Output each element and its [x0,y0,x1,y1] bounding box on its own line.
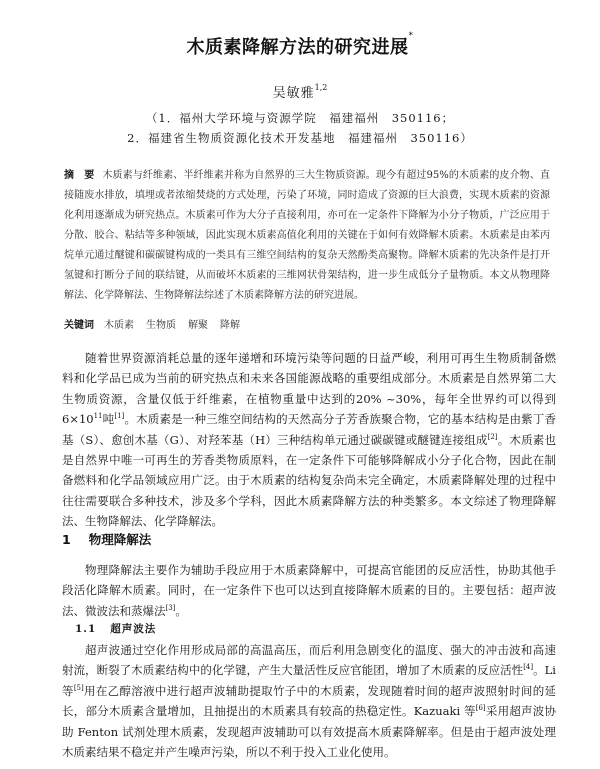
keywords-label: 关键词 [64,320,94,331]
author-name: 吴敏雅 [272,86,315,101]
exponent: 11 [93,412,103,421]
keyword: 生物质 [146,320,176,331]
affiliation-line-2: 2．福建省生物质资源化技术开发基地 福建福州 350116） [127,131,473,145]
abstract-text: 木质素与纤维素、半纤维素并称为自然界的三大生物质资源。现今有超过95%的木质素的皮介物、直接随废水排放，填埋或者浓缩焚烧的方式处理，污染了环境，同时造成了资源的巨大浪费，实现木质素的资源化利用逐渐成为研究热点。木质素可作为大分子直接利用，亦可在一定条件下降解为小分子物质，广泛应用于分散、胶合、粘结等多种领域，因此实现木质素高值化利用的关键在于如何有效降解木质素。木质素是由苯丙烷单元通过醚键和碳碳键构成的一类具有三维空间结构的复杂天然酚类高聚物。降解木质素的先决条件是打开氢键和打断分子间的联结键，从而破坏木质素的三维网状骨架结构，进一步生成低分子量物质。本文从物理降解法、化学降解法、生物降解法综述了木质素降解方法的研究进展。 [64,170,550,301]
affiliation-line-1: （1．福州大学环境与资源学院 福建福州 350116； [145,111,455,125]
abstract-label: 摘 要 [64,170,95,181]
keywords [64,316,550,336]
author-line [0,82,600,101]
section-heading [62,530,151,548]
section-number: 1 [62,532,71,547]
abstract [64,166,550,306]
citation: [2] [487,432,498,441]
subsection-paragraph: 超声波通过空化作用形成局部的高温高压，而后利用急剧变化的温度、强大的冲击波和高速射流，断裂了木质素结构中的化学键，产生大量活性反应官能团，增加了木质素的反应活性[4]。Li 等[5]用在乙醇溶液中进行超声波辅助提取竹子中的木质素，发现随着时间的超声波照射时间的延长，部分木质素含量增加，且抽提出的木质素具有较高的热稳定性。Kazuaki 等[6]采用超声波协助 Fenton 试剂处理木质素，发现超声波辅助可以有效提高木质素降解率。但是由于超声波处理木质素结果不稳定并产生噪声污染，所以不利于投入工业化使用。 [62,643,557,760]
title-footnote-marker: * [408,31,414,41]
citation: [3] [165,603,176,612]
keyword: 降解 [220,320,240,331]
intro-paragraph: 随着世界资源消耗总量的逐年递增和环境污染等问题的日益严峻，利用可再生生物质制备燃料和化学品已成为当前的研究热点和未来各国能源战略的重要组成部分。木质素是自然界第二大生物质资源，含量仅低于纤维素，在植物重量中达到的20% ~30%，每年全世界约可以得到$6\times 10^{11}$吨[1]。木质素是一种三维空间结构的天然高分子芳香族聚合物，它的基本结构是由紫丁香基（S）、愈创木基（G）、对羟苯基（H）三种结构单元通过碳碳键或醚键连接组成[2]。木质素也是自然界中唯一可再生的芳香类物质原料，在一定条件下可能够降解成小分子化合物，因此在制备燃料和化学品领域应用广泛。由于木质素的结构复杂尚未完全确定，木质素降解处理的过程中往往需要联合多种技术，涉及多个学科，因此木质素降解方法的种类繁多。本文综述了物理降解法、生物降解法、化学降解法。 [62,351,557,529]
subsection-heading [75,621,156,636]
citation: [4] [523,663,534,672]
keyword: 木质素 [104,320,134,331]
citation: [5] [73,683,84,692]
section-paragraph: 物理降解法主要作为辅助手段应用于木质素降解中，可提高官能团的反应活性，协助其他手段活化降解木质素。同时，在一定条件下也可以达到直接降解木质素的目的。主要包括：超声波法、微波法和蒸爆法[3]。 [62,563,556,618]
citation: [6] [475,704,486,713]
keyword: 解聚 [188,320,208,331]
citation: [1] [114,412,125,421]
title-text: 木质素降解方法的研究进展 [186,37,409,58]
author-affiliation-marker: 1,2 [314,82,328,92]
section-title: 物理降解法 [88,532,152,547]
subsection-number: 1.1 [75,623,97,635]
subsection-title: 超声波法 [110,623,157,635]
paper-title [0,33,600,59]
